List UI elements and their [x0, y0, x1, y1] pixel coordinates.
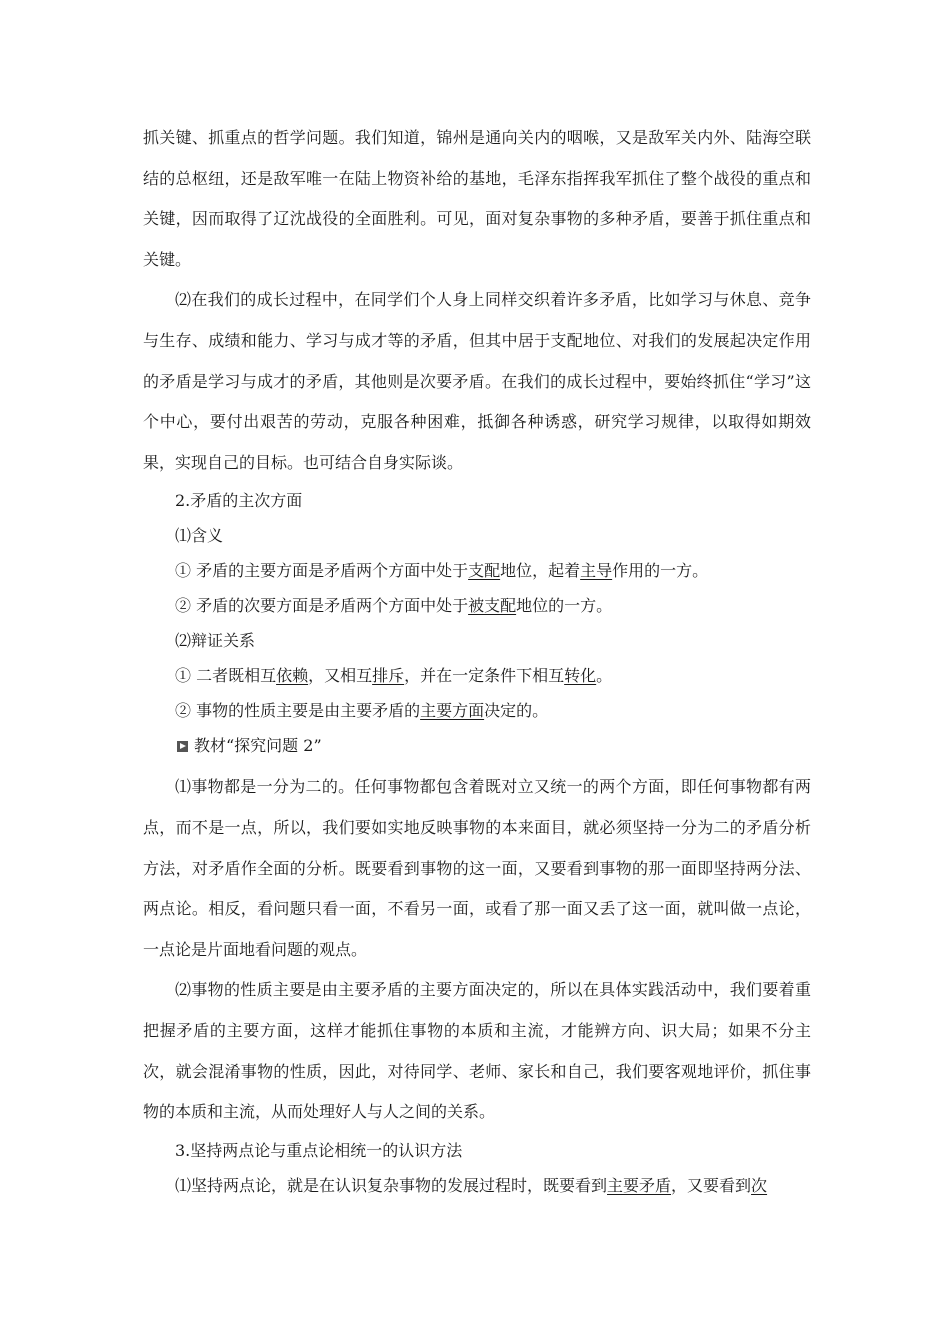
- section-heading-2: 2.矛盾的主次方面: [175, 491, 303, 511]
- paragraph-liaoshen: 抓关键、抓重点的哲学问题。我们知道，锦州是通向关内的咽喉，又是敌军关内外、陆海空联结的总枢纽，还是敌军唯一在陆上物资补给的基地，毛泽东指挥我军抓住了整个战役的重点和关键，因而取得了辽沈战役的全面胜利。可见，面对复杂事物的多种矛盾，要善于抓住重点和关键。: [143, 128, 811, 269]
- blank-answer: 主导: [580, 561, 613, 581]
- paragraph-growth: ⑵在我们的成长过程中，在同学们个人身上同样交织着许多矛盾，比如学习与休息、竞争与生存、成绩和能力、学习与成才等的矛盾，但其中居于支配地位、对我们的发展起决定作用的矛盾是学习与成才的矛盾，其他则是次要矛盾。在我们的成长过程中，要始终抓住“学习”这个中心，要付出艰苦的劳动，克服各种困难，抵御各种诱惑，研究学习规律，以取得如期效果，实现自己的目标。也可结合自身实际谈。: [143, 290, 811, 472]
- item-main-aspect: ① 矛盾的主要方面是矛盾两个方面中处于支配地位，起着主导作用的一方。: [175, 561, 709, 581]
- item-secondary-aspect: ② 矛盾的次要方面是矛盾两个方面中处于被支配地位的一方。: [175, 596, 613, 616]
- section-heading-3: 3.坚持两点论与重点论相统一的认识方法: [175, 1140, 463, 1160]
- paragraph-main-aspect: ⑵事物的性质主要是由主要矛盾的主要方面决定的，所以在具体实践活动中，我们要着重把握矛盾的主要方面，这样才能抓住事物的本质和主流，才能辨方向、识大局；如果不分主次，就会混淆事物的性质，因此，对待同学、老师、家长和自己，我们要客观地评价，抓住事物的本质和主流，从而处理好人与人之间的关系。: [143, 980, 811, 1122]
- blank-answer: 依赖: [276, 666, 309, 686]
- subheading-dialectic: ⑵辩证关系: [175, 631, 256, 651]
- blank-answer: 被支配: [468, 596, 517, 616]
- item-mutual: ① 二者既相互依赖，又相互排斥，并在一定条件下相互转化。: [175, 666, 613, 686]
- document-page: [143, 118, 811, 1203]
- blank-answer: 排斥: [372, 666, 405, 686]
- blank-answer: 次: [751, 1175, 768, 1195]
- blank-answer: 主要方面: [420, 701, 485, 721]
- blank-answer: 主要矛盾: [607, 1175, 672, 1195]
- textbook-label: 教材“探究问题 2”: [143, 728, 811, 763]
- play-triangle-icon: [177, 741, 188, 752]
- blank-answer: 支配: [468, 561, 501, 581]
- paragraph-two-points-method: ⑴坚持两点论，就是在认识复杂事物的发展过程时，既要看到主要矛盾，又要看到次: [175, 1175, 768, 1195]
- item-nature: ② 事物的性质主要是由主要矛盾的主要方面决定的。: [175, 701, 549, 721]
- paragraph-two-points: ⑴事物都是一分为二的。任何事物都包含着既对立又统一的两个方面，即任何事物都有两点，而不是一点，所以，我们要如实地反映事物的本来面目，就必须坚持一分为二的矛盾分析方法，对矛盾作全面的分析。既要看到事物的这一面，又要看到事物的那一面即坚持两分法、两点论。相反，看问题只看一面，不看另一面，或看了那一面又丢了这一面，就叫做一点论，一点论是片面地看问题的观点。: [143, 777, 811, 959]
- blank-answer: 转化: [564, 666, 597, 686]
- subheading-meaning: ⑴含义: [175, 526, 224, 546]
